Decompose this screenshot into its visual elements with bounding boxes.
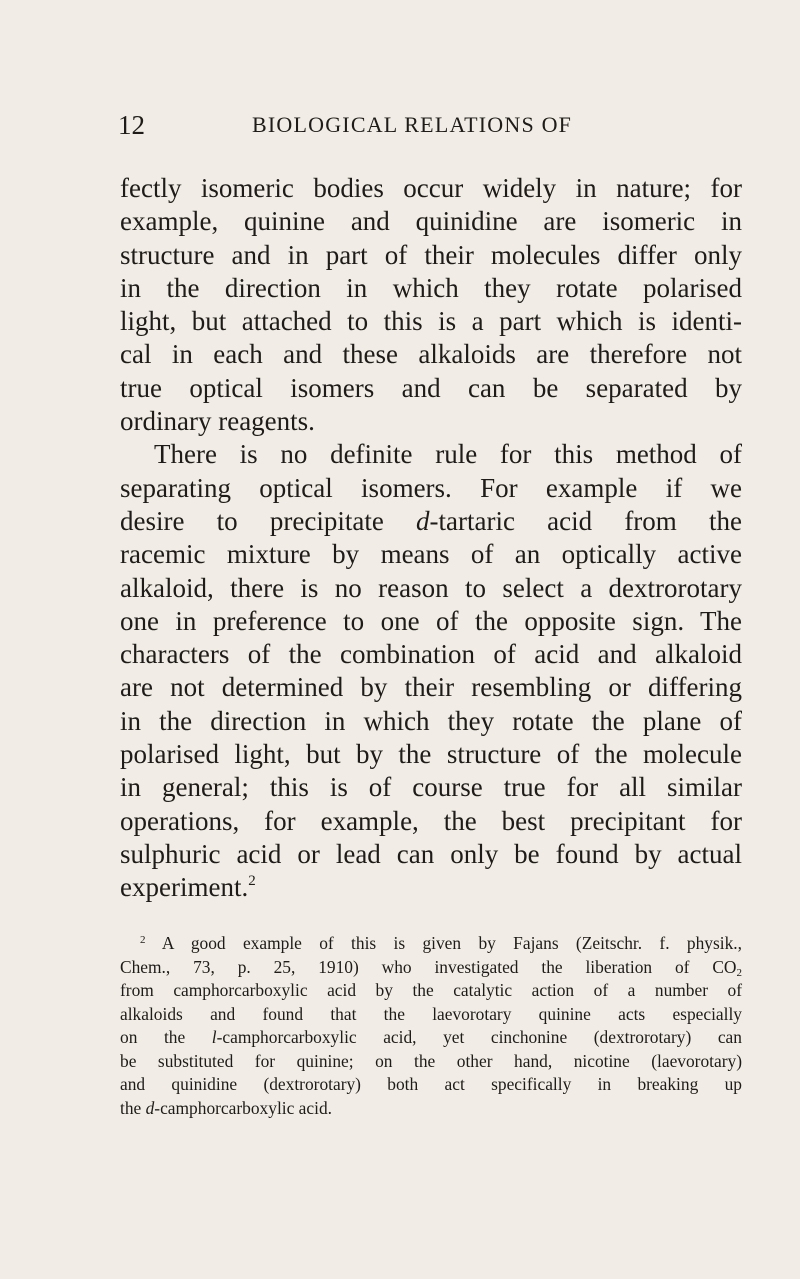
footnote-line: alkaloids and found that the laevorotary quinine acts especially	[120, 1003, 742, 1024]
body-line: characters of the combination of acid and alkaloid	[120, 639, 742, 670]
body-line: operations, for example, the best precipitant for	[120, 805, 742, 836]
body-line: fectly isomeric bodies occur widely in nature; for	[120, 173, 742, 203]
footnote-text-fragment: on the	[120, 1027, 212, 1047]
footnote-line: from camphorcarboxylic acid by the catalytic action of a number of	[120, 980, 742, 1000]
body-line: There is no definite rule for this method of	[154, 439, 742, 470]
footnote-line	[120, 932, 742, 956]
footnote-text-fragment: Chem., 73, p. 25, 1910) who investigated the liberation of CO	[120, 956, 737, 977]
footnote-line	[120, 956, 742, 980]
body-text-fragment: -tartaric acid from the	[429, 505, 742, 536]
running-head-title: BIOLOGICAL RELATIONS OF	[252, 112, 573, 137]
co2-subscript: 2	[736, 966, 742, 979]
footnote-line	[120, 1026, 742, 1050]
footnote-text-fragment: the	[120, 1097, 146, 1118]
body-line: racemic mixture by means of an optically active	[120, 539, 742, 570]
body-line: in general; this is of course true for all similar	[120, 772, 742, 803]
footnote-marker: 2	[140, 934, 146, 946]
body-line-d-tartaric	[120, 505, 742, 538]
footnote-line: be substituted for quinine; on the other hand, nicotine (laevorotary)	[120, 1050, 742, 1071]
italic-d: d	[145, 1097, 155, 1118]
page-number: 12	[118, 110, 145, 140]
body-line: in the direction in which they rotate the plane of	[120, 705, 742, 736]
footnote-text-fragment: A good example of this is given by Fajans (Zeitschr. f. physik.,	[145, 933, 742, 953]
footnote-line: and quinidine (dextrorotary) both act specifically in breaking up	[120, 1074, 742, 1094]
body-line: polarised light, but by the structure of the molecule	[120, 739, 742, 770]
body-line: separating optical isomers. For example if we	[120, 472, 742, 503]
running-head	[0, 108, 800, 142]
body-text-fragment: experiment.	[120, 872, 249, 903]
italic-l: l	[211, 1027, 217, 1047]
body-paragraphs	[120, 172, 742, 905]
body-line: ordinary reagents.	[120, 406, 315, 437]
body-line: structure and in part of their molecules differ only	[120, 239, 742, 270]
body-line: are not determined by their resembling or differing	[120, 672, 742, 703]
footnote-text-fragment: -camphorcarboxylic acid, yet cinchonine (dextrorotary) can	[216, 1027, 742, 1047]
body-line: sulphuric acid or lead can only be found by actual	[120, 838, 742, 869]
footnote-line	[120, 1097, 742, 1121]
body-line-final	[120, 871, 742, 904]
body-line: true optical isomers and can be separated by	[120, 372, 742, 403]
body-text-fragment: desire to precipitate	[120, 505, 417, 536]
footnote	[120, 932, 742, 1120]
body-line: alkaloid, there is no reason to select a dextrorotary	[120, 572, 742, 603]
body-line: in the direction in which they rotate polarised	[120, 272, 742, 303]
footnote-text-fragment: -camphorcarboxylic acid.	[154, 1097, 332, 1118]
body-line: light, but attached to this is a part which is identi-	[120, 306, 742, 337]
body-line: example, quinine and quinidine are isomeric in	[120, 206, 742, 237]
body-line: one in preference to one of the opposite sign. The	[120, 605, 742, 636]
italic-d: d	[416, 505, 430, 536]
footnote-reference: 2	[248, 873, 256, 890]
body-line: cal in each and these alkaloids are therefore not	[120, 339, 742, 370]
